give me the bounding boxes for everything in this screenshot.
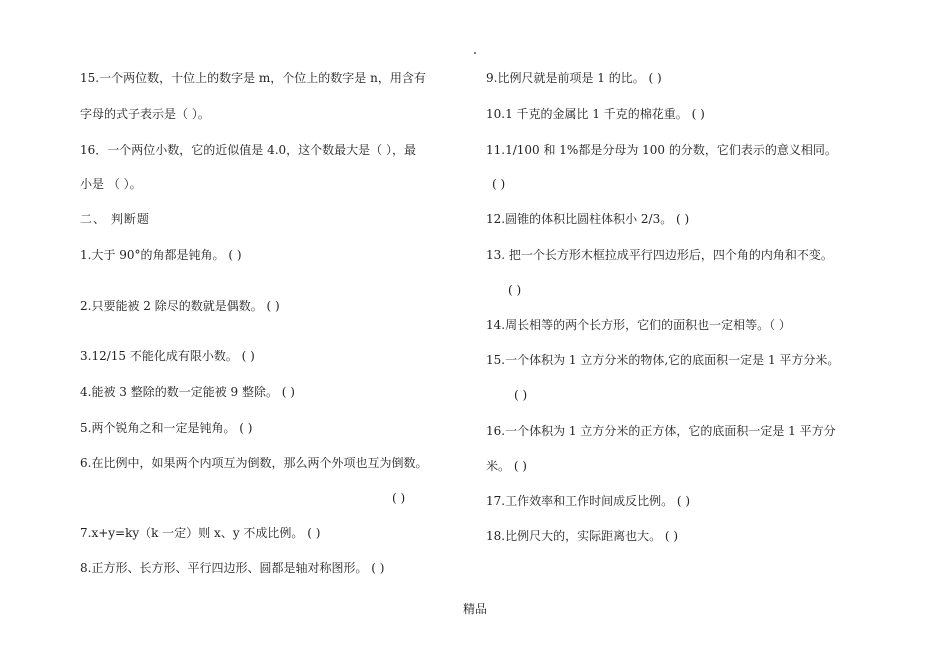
judgement-11-answer-blank: ( ) bbox=[492, 177, 506, 191]
question-15-line-2: 字母的式子表示是（ ）。 bbox=[80, 107, 210, 121]
judgement-6-line-1: 6.在比例中，如果两个内项互为倒数，那么两个外项也互为倒数。 bbox=[80, 456, 428, 470]
page-footer: 精品 bbox=[462, 602, 487, 616]
judgement-10: 10.1 千克的金属比 1 千克的棉花重。 ( ) bbox=[486, 107, 705, 121]
judgement-5: 5.两个锐角之和一定是钝角。 ( ) bbox=[80, 421, 253, 435]
top-dot-mark bbox=[474, 52, 476, 54]
judgement-13-line-1: 13. 把一个长方形木框拉成平行四边形后，四个角的内角和不变。 bbox=[486, 248, 833, 262]
judgement-4: 4.能被 3 整除的数一定能被 9 整除。 ( ) bbox=[80, 385, 295, 399]
section-heading-judgement: 二、 判断题 bbox=[80, 212, 150, 226]
judgement-11-line-1: 11.1/100 和 1%都是分母为 100 的分数，它们表示的意义相同。 bbox=[486, 143, 837, 157]
judgement-13-answer-blank: ( ) bbox=[508, 283, 522, 297]
judgement-17: 17.工作效率和工作时间成反比例。 ( ) bbox=[486, 494, 691, 508]
judgement-2: 2.只要能被 2 除尽的数就是偶数。 ( ) bbox=[80, 299, 280, 313]
judgement-3: 3.12/15 不能化成有限小数。 ( ) bbox=[80, 349, 255, 363]
judgement-8: 8.正方形、长方形、平行四边形、圆都是轴对称图形。 ( ) bbox=[80, 561, 385, 575]
question-15-line-1: 15.一个两位数，十位上的数字是 m，个位上的数字是 n，用含有 bbox=[80, 71, 426, 85]
judgement-14: 14.周长相等的两个长方形，它们的面积也一定相等。（ ） bbox=[486, 318, 791, 332]
question-16-line-2: 小是 （ ）。 bbox=[80, 177, 142, 191]
question-16-line-1: 16．一个两位小数，它的近似值是 4.0，这个数最大是（ ），最 bbox=[80, 143, 416, 157]
judgement-1: 1.大于 90°的角都是钝角。 ( ) bbox=[80, 248, 242, 262]
judgement-9: 9.比例尺就是前项是 1 的比。 ( ) bbox=[486, 71, 662, 85]
judgement-15-line-1: 15.一个体积为 1 立方分米的物体,它的底面积一定是 1 平方分米。 bbox=[486, 353, 840, 367]
judgement-16-line-2: 米。 ( ) bbox=[486, 459, 527, 473]
judgement-12: 12.圆锥的体积比圆柱体积小 2/3。 ( ) bbox=[486, 212, 690, 226]
judgement-7: 7.x+y=ky（k 一定）则 x、y 不成比例。 ( ) bbox=[80, 526, 321, 540]
judgement-15-answer-blank: ( ) bbox=[514, 388, 528, 402]
judgement-18: 18.比例尺大的，实际距离也大。 ( ) bbox=[486, 529, 679, 543]
judgement-16-line-1: 16.一个体积为 1 立方分米的正方体，它的底面积一定是 1 平方分 bbox=[486, 424, 836, 438]
judgement-6-answer-blank: ( ) bbox=[392, 491, 406, 505]
